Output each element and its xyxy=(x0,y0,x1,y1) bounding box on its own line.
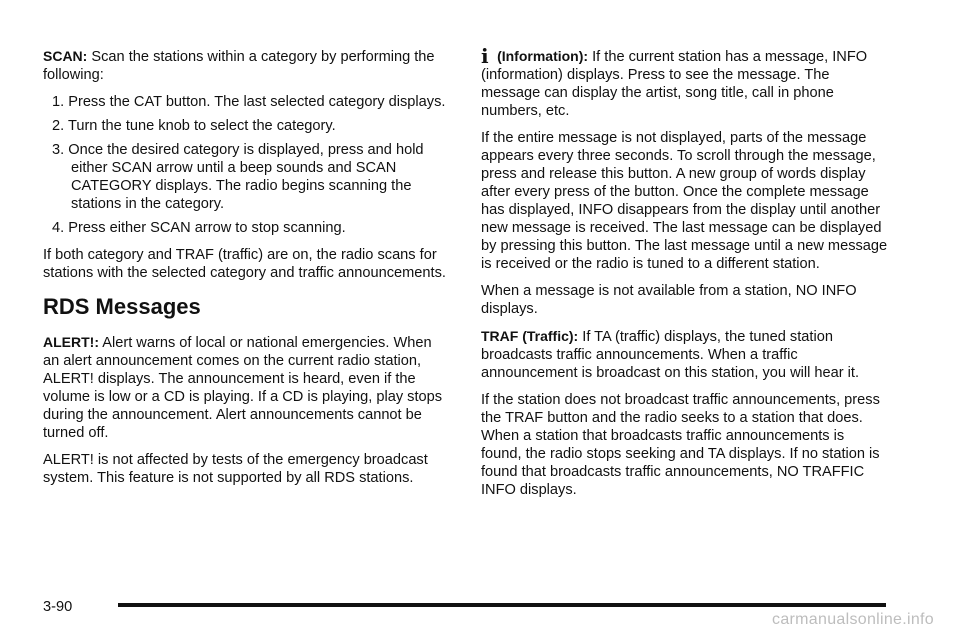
scan-term: SCAN: xyxy=(43,48,88,64)
alert-note: ALERT! is not affected by tests of the emergency broadcast system. This feature is not supported by all RDS stations. xyxy=(43,452,428,486)
traf-paragraph-2: If the station does not broadcast traffic announcements, press the TRAF button and the radio seeks to a station that does. When a station that broadcasts traffic announcements is found, the radio stops seeking and TA displays. If no station is found that broadcasts traffic announcements, NO TRAFFIC INFO displays. xyxy=(481,392,880,498)
scan-intro: Scan the stations within a category by performing the following: xyxy=(43,49,435,83)
traf-term: TRAF (Traffic): xyxy=(481,328,579,344)
scan-step: 4. Press either SCAN arrow to stop scanning. xyxy=(52,220,346,236)
info-term: (Information): xyxy=(497,48,589,64)
scan-note: If both category and TRAF (traffic) are on, the radio scans for stations with the selected category and traffic announcements. xyxy=(43,247,446,281)
info-paragraph-3: When a message is not available from a station, NO INFO displays. xyxy=(481,283,857,317)
info-text: If the current station has a message, INFO (information) displays. Press to see the message. The message can display the artist, song title, call in phone numbers, etc. xyxy=(481,49,868,119)
scan-steps-list xyxy=(43,93,447,237)
traf-paragraph xyxy=(481,327,888,382)
alert-paragraph xyxy=(43,333,447,442)
watermark: carmanualsonline.info xyxy=(772,611,934,628)
traf-text: If TA (traffic) displays, the tuned station broadcasts traffic announcements. When a traffic announcement is broadcast on this station, you will hear it. xyxy=(481,329,860,381)
alert-text: Alert warns of local or national emergencies. When an alert announcement comes on the current radio station, ALERT! displays. The announcement is heard, even if the volume is low or a CD is playing. If a CD is playing, play stops during the announcement. Alert announcements cannot be turned off. xyxy=(43,335,443,441)
information-icon: i xyxy=(481,44,489,68)
alert-term: ALERT!: xyxy=(43,334,99,350)
right-column xyxy=(481,44,888,508)
section-heading: RDS Messages xyxy=(43,294,201,319)
scan-step: 2. Turn the tune knob to select the category. xyxy=(52,118,336,134)
footer-rule xyxy=(118,603,886,607)
page-number: 3-90 xyxy=(43,599,73,615)
info-paragraph-2: If the entire message is not displayed, parts of the message appears every three seconds. To scroll through the message, press and release this button. A new group of words display after every press of the button. Once the complete message has displayed, INFO disappears from the display until another new message is received. The last message can be displayed by pressing this button. The last message until a new message is received or the radio is tuned to a different station. xyxy=(481,130,888,272)
info-paragraph xyxy=(481,44,888,120)
scan-paragraph xyxy=(43,47,447,84)
scan-step: 3. Once the desired category is displayed, press and hold either SCAN arrow until a beep sounds and SCAN CATEGORY displays. The radio begins scanning the stations in the category. xyxy=(52,142,424,212)
left-column xyxy=(43,47,447,496)
scan-step: 1. Press the CAT button. The last selected category displays. xyxy=(52,94,446,110)
